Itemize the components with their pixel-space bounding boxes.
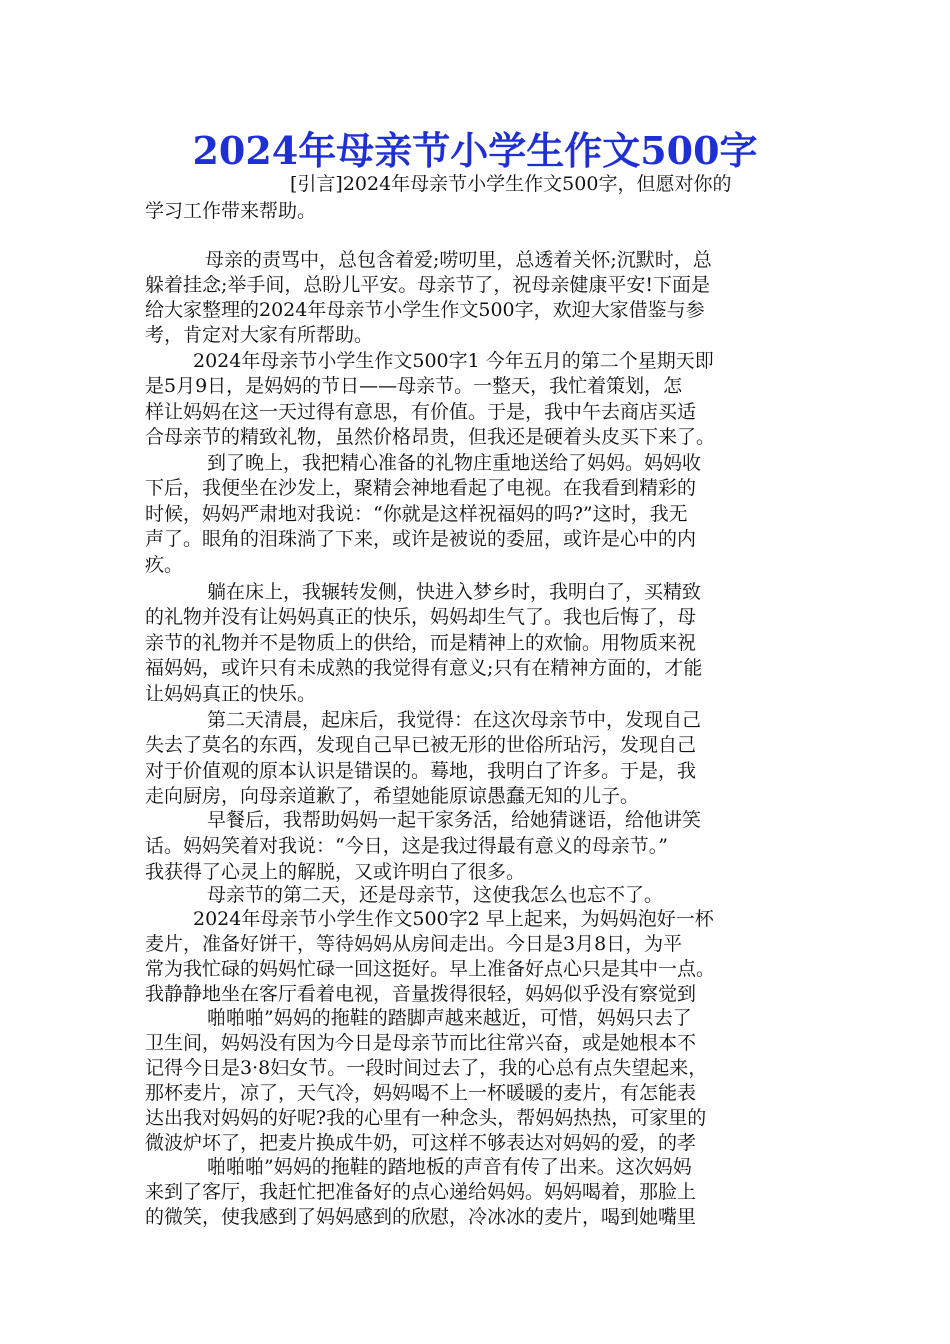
- body-text-line: 给大家整理的2024年母亲节小学生作文500字，欢迎大家借鉴与参: [145, 299, 705, 321]
- body-text-line: 的微笑，使我感到了妈妈感到的欣慰，冷冰冰的麦片，喝到她嘴里: [145, 1206, 697, 1228]
- body-text-line: 福妈妈，或许只有未成熟的我觉得有意义;只有在精神方面的，才能: [145, 657, 703, 679]
- body-text-line: 失去了莫名的东西，发现自己早已被无形的世俗所玷污，发现自己: [145, 734, 697, 756]
- body-text-line: 母亲节的第二天，还是母亲节，这使我怎么也忘不了。: [207, 884, 664, 906]
- body-text-line: 2024年母亲节小学生作文500字1 今年五月的第二个星期天即: [193, 350, 714, 372]
- body-text-line: 话。妈妈笑着对我说：“今日，这是我过得最有意义的母亲节。”: [145, 835, 668, 857]
- body-text-line: 微波炉坏了，把麦片换成牛奶，可这样不够表达对妈妈的爱，的孝: [145, 1132, 697, 1154]
- body-text-line: 样让妈妈在这一天过得有意思，有价值。于是，我中午去商店买适: [145, 401, 697, 423]
- body-text-line: 我获得了心灵上的解脱，又或许明白了很多。: [145, 861, 526, 883]
- body-text-line: 让妈妈真正的快乐。: [145, 683, 317, 705]
- body-text-line: 考，肯定对大家有所帮助。: [145, 324, 374, 346]
- body-text-line: 麦片，准备好饼干，等待妈妈从房间走出。今日是3月8日，为平: [145, 933, 683, 955]
- body-text-line: 那杯麦片，凉了，天气冷，妈妈喝不上一杯暖暖的麦片，有怎能表: [145, 1082, 697, 1104]
- body-text-line: 声了。眼角的泪珠淌了下来，或许是被说的委屈，或许是心中的内: [145, 528, 697, 550]
- document-title: 2024年母亲节小学生作文500字: [192, 128, 758, 173]
- body-text-line: 学习工作带来帮助。: [145, 200, 317, 222]
- body-text-line: 躺在床上，我辗转发侧，快进入梦乡时，我明白了，买精致: [207, 581, 702, 603]
- body-text-line: 的礼物并没有让妈妈真正的快乐，妈妈却生气了。我也后悔了，母: [145, 606, 697, 628]
- body-text-line: 到了晚上，我把精心准备的礼物庄重地送给了妈妈。妈妈收: [207, 452, 702, 474]
- body-text-line: 我静静地坐在客厅看着电视，音量拨得很轻，妈妈似乎没有察觉到: [145, 983, 697, 1005]
- body-text-line: 走向厨房，向母亲道歉了，希望她能原谅愚蠢无知的儿子。: [145, 785, 640, 807]
- body-text-line: 常为我忙碌的妈妈忙碌一回这挺好。早上准备好点心只是其中一点。: [145, 958, 716, 980]
- body-text-line: 记得今日是3·8妇女节。一段时间过去了，我的心总有点失望起来，: [145, 1057, 708, 1079]
- body-text-line: 来到了客厅，我赶忙把准备好的点心递给妈妈。妈妈喝着，那脸上: [145, 1181, 697, 1203]
- body-text-line: 母亲的责骂中，总包含着爱;唠叨里，总透着关怀;沉默时，总: [205, 249, 712, 271]
- body-text-line: 时候，妈妈严肃地对我说：“你就是这样祝福妈的吗?”这时，我无: [145, 503, 688, 525]
- body-text-line: 对于价值观的原本认识是错误的。蓦地，我明白了许多。于是，我: [145, 760, 697, 782]
- body-text-line: 卫生间，妈妈没有因为今日是母亲节而比往常兴奋，或是她根本不: [145, 1032, 697, 1054]
- body-text-line: 下后，我便坐在沙发上，聚精会神地看起了电视。在我看到精彩的: [145, 477, 697, 499]
- body-text-line: 早餐后，我帮助妈妈一起干家务活，给她猜谜语，给他讲笑: [207, 809, 702, 831]
- body-text-line: [引言]2024年母亲节小学生作文500字，但愿对你的: [290, 173, 732, 195]
- body-text-line: 2024年母亲节小学生作文500字2 早上起来，为妈妈泡好一杯: [193, 908, 714, 930]
- body-text-line: 达出我对妈妈的好呢?我的心里有一种念头，帮妈妈热热，可家里的: [145, 1107, 707, 1129]
- body-text-line: 合母亲节的精致礼物，虽然价格昂贵，但我还是硬着头皮买下来了。: [145, 426, 716, 448]
- body-text-line: 啪啪啪”妈妈的拖鞋的踏地板的声音有传了出来。这次妈妈: [207, 1156, 692, 1178]
- body-text-line: 啪啪啪”妈妈的拖鞋的踏脚声越来越近，可惜，妈妈只去了: [207, 1007, 692, 1029]
- body-text-line: 亲节的礼物并不是物质上的供给，而是精神上的欢愉。用物质来祝: [145, 632, 697, 654]
- body-text-line: 躲着挂念;举手间，总盼儿平安。母亲节了，祝母亲健康平安!下面是: [145, 274, 711, 296]
- body-text-line: 第二天清晨，起床后，我觉得：在这次母亲节中，发现自己: [207, 709, 702, 731]
- body-text-line: 疚。: [145, 554, 184, 576]
- body-text-line: 是5月9日，是妈妈的节日——母亲节。一整天，我忙着策划，怎: [145, 375, 683, 397]
